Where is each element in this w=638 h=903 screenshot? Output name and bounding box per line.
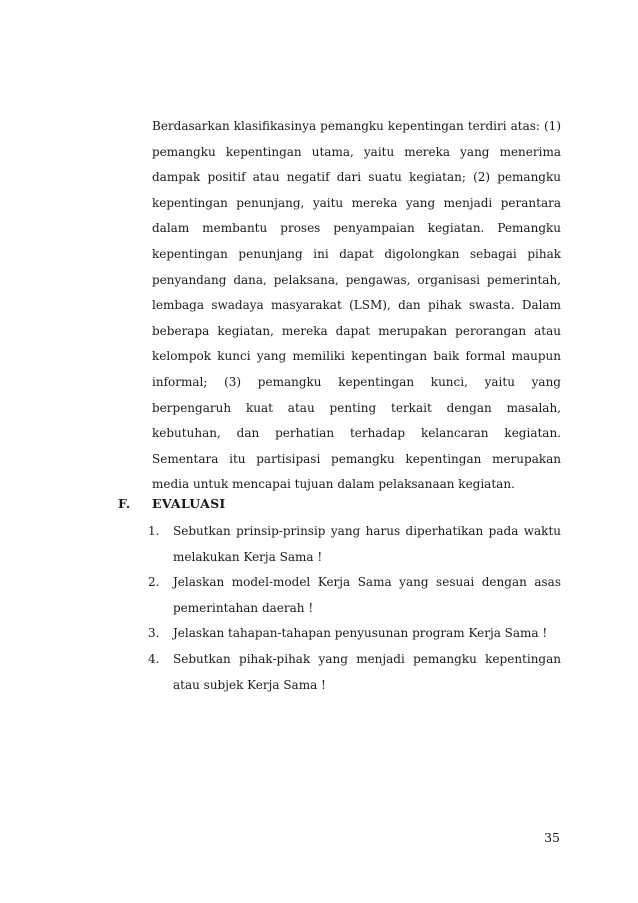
question-text: Jelaskan tahapan-tahapan penyusunan program Kerja Sama ! [173,626,548,641]
body-paragraph: Berdasarkan klasifikasinya pemangku kepentingan terdiri atas: (1) pemangku kepentingan utama, yaitu mereka yang menerima dampak positif atau negatif dari suatu kegiatan; (2) pemangku kepentingan penunjang, yaitu mereka yang menjadi perantara dalam membantu proses penyampaian kegiatan. Pemangku kepentingan penunjang ini dapat digolongkan sebagai pihak penyandang dana, pelaksana, pengawas, organisasi pemerintah, lembaga swadaya masyarakat (LSM), dan pihak swasta. Dalam beberapa kegiatan, mereka dapat merupakan perorangan atau kelompok kunci yang memiliki kepentingan baik formal maupun informal; (3) pemangku kepentingan kunci, yaitu yang berpengaruh kuat atau penting terkait dengan masalah, kebutuhan, dan perhatian terhadap kelancaran kegiatan. Sementara itu partisipasi pemangku kepentingan merupakan media untuk mencapai tujuan dalam pelaksanaan kegiatan. [152,119,561,492]
question-number: 4. [148,651,160,666]
list-item [148,519,561,570]
list-item [148,621,561,647]
question-text: Sebutkan pihak-pihak yang menjadi pemangku kepentingan atau subjek Kerja Sama ! [173,651,561,692]
list-item [148,570,561,621]
question-text: Jelaskan model-model Kerja Sama yang sesuai dengan asas pemerintahan daerah ! [173,575,561,615]
section-letter: F. [118,496,131,511]
page-number: 35 [544,830,560,845]
question-number: 1. [148,524,160,538]
question-number: 3. [148,626,160,641]
list-item [148,647,561,698]
section-title: EVALUASI [152,496,226,511]
question-text: Sebutkan prinsip-prinsip yang harus diperhatikan pada waktu melakukan Kerja Sama ! [173,524,561,564]
question-number: 2. [148,575,160,590]
section-heading [118,496,418,511]
evaluation-question-list [148,519,561,698]
